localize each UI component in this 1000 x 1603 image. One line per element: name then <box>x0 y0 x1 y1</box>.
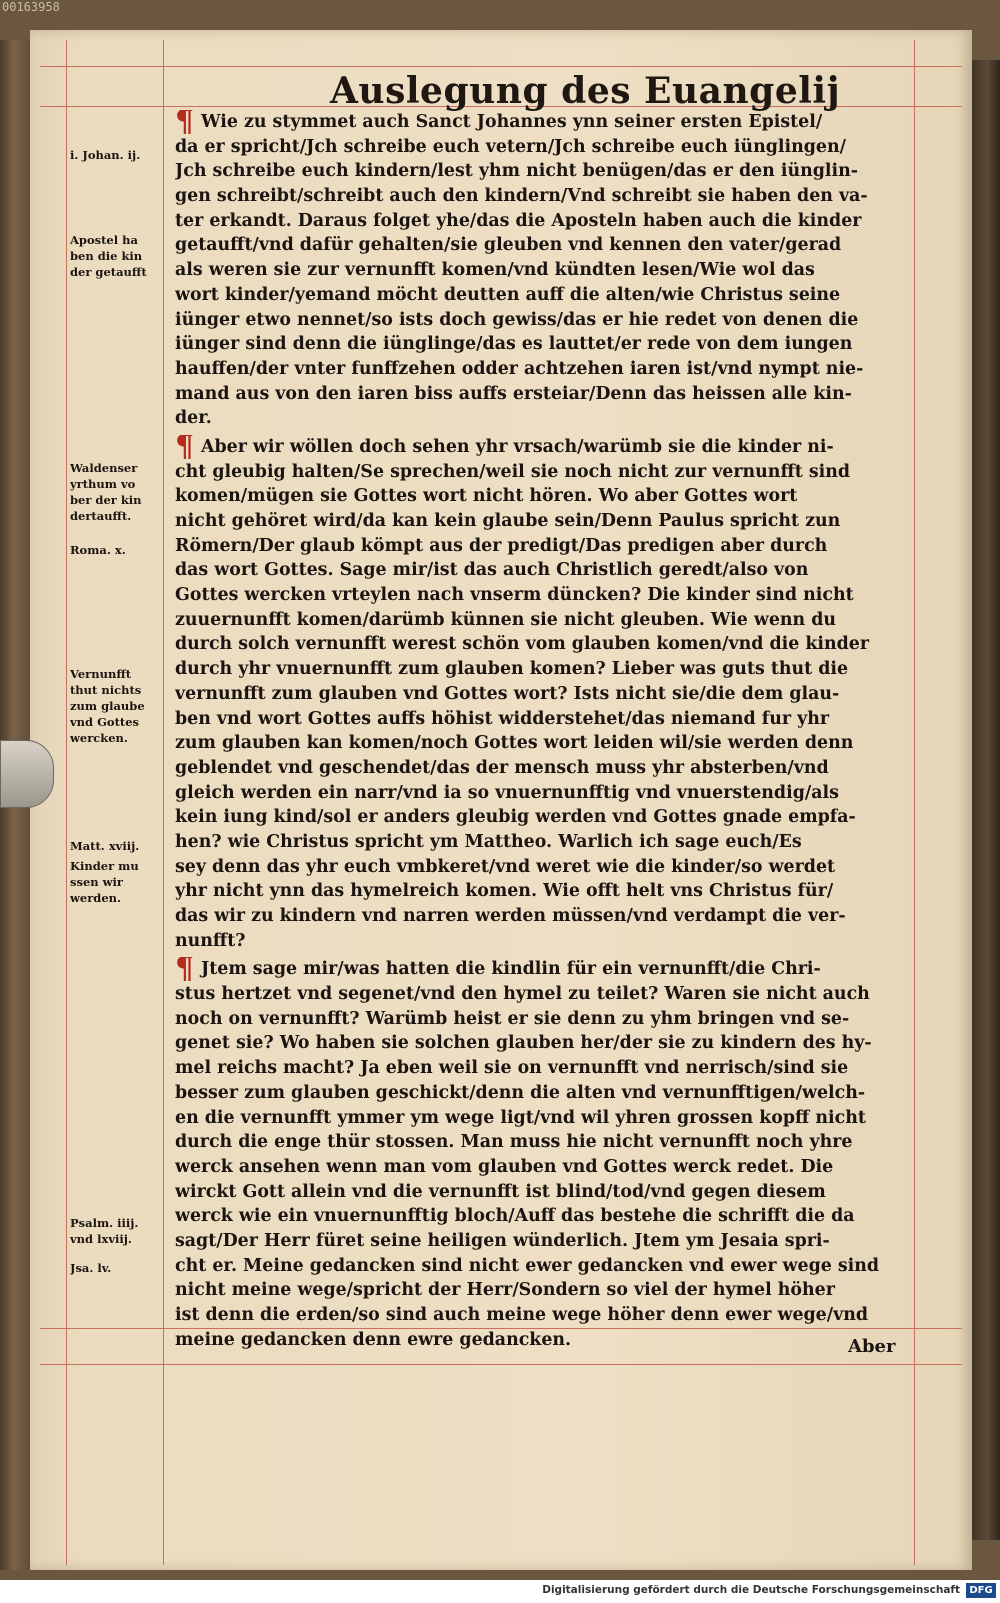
text-line <box>175 135 907 160</box>
paragraph <box>175 957 907 1352</box>
text-line-content: ter erkandt. Daraus folget yhe/das die Aposteln haben auch die kinder <box>175 210 862 231</box>
marginal-line: vnd lxviij. <box>70 1232 132 1246</box>
marginal-line: Jsa. lv. <box>70 1261 112 1275</box>
digitization-footer <box>0 1580 1000 1603</box>
text-line <box>175 283 907 308</box>
marginal-line: Matt. xviij. <box>70 839 140 853</box>
paragraph <box>175 435 907 953</box>
marginal-note <box>70 542 162 558</box>
text-line <box>175 982 907 1007</box>
text-line-content: da er spricht/Jch schreibe euch vetern/Jch schreibe euch iünglingen/ <box>175 136 846 157</box>
scan-id: 00163958 <box>2 0 60 14</box>
text-line-content: als weren sie zur vernunfft komen/vnd kündten lesen/Wie wol das <box>175 260 815 281</box>
paragraph-mark-icon: ¶ <box>175 434 195 460</box>
text-line-content: vernunfft zum glauben vnd Gottes wort? Ists nicht sie/die dem glau- <box>175 683 840 704</box>
book-clasp <box>0 740 54 808</box>
text-line <box>175 460 907 485</box>
text-line-content: geblendet vnd geschendet/das der mensch muss yhr absterben/vnd <box>175 757 829 778</box>
text-line-content: gen schreibt/schreibt auch den kindern/Vnd schreibt sie haben den va- <box>175 186 868 207</box>
text-line-content: kein iung kind/sol er anders gleubig werden vnd Gottes gnade empfa- <box>175 807 856 828</box>
marginal-note <box>70 147 162 163</box>
text-line <box>175 357 907 382</box>
text-line <box>175 1278 907 1303</box>
text-line-content: iünger etwo nennet/so ists doch gewiss/das er hie redet von denen die <box>175 309 859 330</box>
marginal-note <box>70 858 162 906</box>
text-line-content: das wort Gottes. Sage mir/ist das auch Christlich geredt/also von <box>175 560 809 581</box>
text-line-content: Aber wir wöllen doch sehen yhr vrsach/warümb sie die kinder ni- <box>201 436 834 457</box>
text-line-content: cht gleubig halten/Se sprechen/weil sie noch nicht zur vernunfft sind <box>175 461 851 482</box>
marginal-line: yrthum vo <box>70 477 136 491</box>
dfg-logo: DFG <box>966 1583 996 1598</box>
text-line <box>175 184 907 209</box>
text-line-content: cht er. Meine gedancken sind nicht ewer gedancken vnd ewer wege sind <box>175 1255 880 1276</box>
text-line-content: stus hertzet vnd segenet/vnd den hymel zu teilet? Waren sie nicht auch <box>175 984 870 1005</box>
text-line-content: ist denn die erden/so sind auch meine wege höher denn ewer wege/vnd <box>175 1305 869 1325</box>
book-right-edge <box>968 60 1000 1540</box>
paragraph-mark-icon: ¶ <box>175 957 195 983</box>
text-line-content: werck ansehen wenn man vom glauben vnd Gottes werck redet. Die <box>175 1156 834 1177</box>
text-line-content: Wie zu stymmet auch Sanct Johannes ynn seiner ersten Epistel/ <box>201 112 823 132</box>
text-line-content: Jtem sage mir/was hatten die kindlin für ein vernunfft/die Chri- <box>201 959 821 980</box>
text-line <box>175 1254 907 1279</box>
marginal-note <box>70 838 162 854</box>
page-title: Auslegung des Euangelij <box>330 70 841 112</box>
text-line <box>175 957 907 982</box>
text-line-content: wort kinder/yemand möcht deutten auff die alten/wie Christus seine <box>175 284 841 305</box>
text-line-content: ben vnd wort Gottes auffs höhist widderstehet/das niemand fur yhr <box>175 708 830 729</box>
catchword: Aber <box>848 1336 896 1357</box>
text-line <box>175 608 907 633</box>
text-line <box>175 583 907 608</box>
text-line-content: nicht gehöret wird/da kan kein glaube sein/Denn Paulus spricht zun <box>175 511 841 531</box>
text-line <box>175 406 907 431</box>
text-line-content: zum glauben kan komen/noch Gottes wort leiden wil/sie werden denn <box>175 733 854 754</box>
text-line <box>175 805 907 830</box>
text-line-content: hauffen/der vnter funffzehen odder achtzehen iaren ist/vnd nympt nie- <box>175 358 864 379</box>
text-line <box>175 1081 907 1106</box>
text-line <box>175 1303 907 1328</box>
text-line <box>175 731 907 756</box>
text-line-content: iünger sind denn die iünglinge/das es lauttet/er rede von dem iungen <box>175 334 853 355</box>
marginal-note <box>70 1215 162 1247</box>
text-line-content: Römern/Der glaub kömpt aus der predigt/Das predigen aber durch <box>175 535 828 556</box>
text-line-content: nunfft? <box>175 930 246 951</box>
marginal-line: Kinder mu <box>70 859 139 873</box>
text-line <box>175 830 907 855</box>
text-line <box>175 682 907 707</box>
text-line-content: getaufft/vnd dafür gehalten/sie gleuben vnd kennen den vater/gerad <box>175 235 842 256</box>
rule-margin-left <box>66 40 67 1565</box>
text-line-content: das wir zu kindern vnd narren werden müssen/vnd verdampt die ver- <box>175 906 846 926</box>
text-line <box>175 904 907 929</box>
text-line <box>175 110 907 135</box>
text-line <box>175 159 907 184</box>
rule-text-left <box>163 40 164 1565</box>
text-line <box>175 558 907 583</box>
text-line-content: wirckt Gott allein vnd die vernunfft ist blind/tod/vnd gegen diesem <box>175 1181 826 1202</box>
text-line-content: en die vernunfft ymmer ym wege ligt/vnd wil yhren grossen kopff nicht <box>175 1107 866 1128</box>
text-line <box>175 929 907 954</box>
paragraph <box>175 110 907 431</box>
text-line <box>175 1106 907 1131</box>
text-line-content: sagt/Der Herr füret seine heiligen wünderlich. Jtem ym Jesaia spri- <box>175 1230 830 1251</box>
text-line <box>175 1056 907 1081</box>
text-line-content: meine gedancken denn ewre gedancken. <box>175 1329 572 1350</box>
text-line-content: mel reichs macht? Ja eben weil sie on vernunfft vnd nerrisch/sind sie <box>175 1058 849 1079</box>
marginal-line: dertaufft. <box>70 509 132 523</box>
text-line <box>175 1180 907 1205</box>
text-line <box>175 1204 907 1229</box>
text-line <box>175 435 907 460</box>
text-line-content: durch die enge thür stossen. Man muss hie nicht vernunfft noch yhre <box>175 1132 853 1153</box>
text-line <box>175 534 907 559</box>
marginal-line: i. Johan. ij. <box>70 148 141 162</box>
marginal-line: ben die kin <box>70 249 143 263</box>
text-line-content: Gottes wercken vrteylen nach vnserm düncken? Die kinder sind nicht <box>175 585 854 606</box>
text-line <box>175 1007 907 1032</box>
text-line <box>175 707 907 732</box>
marginal-note <box>70 232 162 280</box>
body-text <box>175 110 907 1352</box>
marginal-line: ber der kin <box>70 493 142 507</box>
marginal-note <box>70 1260 162 1276</box>
text-line <box>175 308 907 333</box>
text-line-content: gleich werden ein narr/vnd ia so vnuernunfftig vnd vnuerstendig/als <box>175 782 839 803</box>
text-line-content: genet sie? Wo haben sie solchen glauben her/der sie zu kindern des hy- <box>175 1033 872 1054</box>
marginal-line: Apostel ha <box>70 233 138 247</box>
text-line <box>175 1031 907 1056</box>
text-line <box>175 233 907 258</box>
marginal-line: Psalm. iiij. <box>70 1216 139 1230</box>
marginal-note <box>70 460 162 524</box>
text-line-content: Jch schreibe euch kindern/lest yhm nicht benügen/das er den iünglin- <box>175 161 858 182</box>
text-line <box>175 258 907 283</box>
text-line-content: yhr nicht ynn das hymelreich komen. Wie offt helt vns Christus für/ <box>175 881 834 902</box>
text-line <box>175 484 907 509</box>
text-line-content: hen? wie Christus spricht ym Mattheo. Warlich ich sage euch/Es <box>175 831 802 852</box>
paragraph-mark-icon: ¶ <box>175 110 195 135</box>
marginal-line: der getaufft <box>70 265 147 279</box>
rule-footer <box>40 1364 962 1365</box>
marginal-line: wercken. <box>70 731 128 745</box>
text-line-content: nicht meine wege/spricht der Herr/Sondern so viel der hymel höher <box>175 1280 835 1301</box>
text-line <box>175 781 907 806</box>
text-line-content: werck wie ein vnuernunfftig bloch/Auff das bestehe die schrifft die da <box>175 1206 855 1227</box>
marginal-line: Vernunfft <box>70 667 132 681</box>
text-line-content: noch on vernunfft? Warümb heist er sie denn zu yhm bringen vnd se- <box>175 1008 850 1029</box>
marginal-line: werden. <box>70 891 121 905</box>
text-line <box>175 332 907 357</box>
text-line-content: durch yhr vnuernunfft zum glauben komen? Lieber was guts thut die <box>175 659 849 680</box>
text-line-content: besser zum glauben geschickt/denn die alten vnd vernunfftigen/welch- <box>175 1082 866 1103</box>
text-line-content: zuuernunfft komen/darümb künnen sie nicht gleuben. Wie wenn du <box>175 609 837 630</box>
text-line <box>175 1229 907 1254</box>
text-line <box>175 509 907 534</box>
footer-credit: Digitalisierung gefördert durch die Deutsche Forschungsgemeinschaft <box>542 1584 960 1596</box>
rule-text-right <box>914 40 915 1565</box>
marginal-line: thut nichts <box>70 683 142 697</box>
text-line <box>175 657 907 682</box>
text-line-content: sey denn das yhr euch vmbkeret/vnd weret wie die kinder/so werdet <box>175 856 836 877</box>
text-line <box>175 632 907 657</box>
marginal-note <box>70 666 162 746</box>
text-line-content: der. <box>175 408 212 429</box>
text-line-content: mand aus von den iaren biss auffs ersteiar/Denn das heissen alle kin- <box>175 383 852 404</box>
text-line <box>175 756 907 781</box>
text-line <box>175 879 907 904</box>
rule-top <box>40 66 962 67</box>
marginal-line: Waldenser <box>70 461 138 475</box>
text-line <box>175 1328 907 1353</box>
marginal-line: vnd Gottes <box>70 715 139 729</box>
text-line <box>175 1155 907 1180</box>
marginal-line: zum glaube <box>70 699 145 713</box>
text-line-content: durch solch vernunfft werest schön vom glauben komen/vnd die kinder <box>175 634 870 655</box>
text-line <box>175 209 907 234</box>
text-line <box>175 382 907 407</box>
text-line <box>175 855 907 880</box>
marginal-line: ssen wir <box>70 875 123 889</box>
text-line <box>175 1130 907 1155</box>
text-line-content: komen/mügen sie Gottes wort nicht hören. Wo aber Gottes wort <box>175 486 798 507</box>
marginal-line: Roma. x. <box>70 543 126 557</box>
